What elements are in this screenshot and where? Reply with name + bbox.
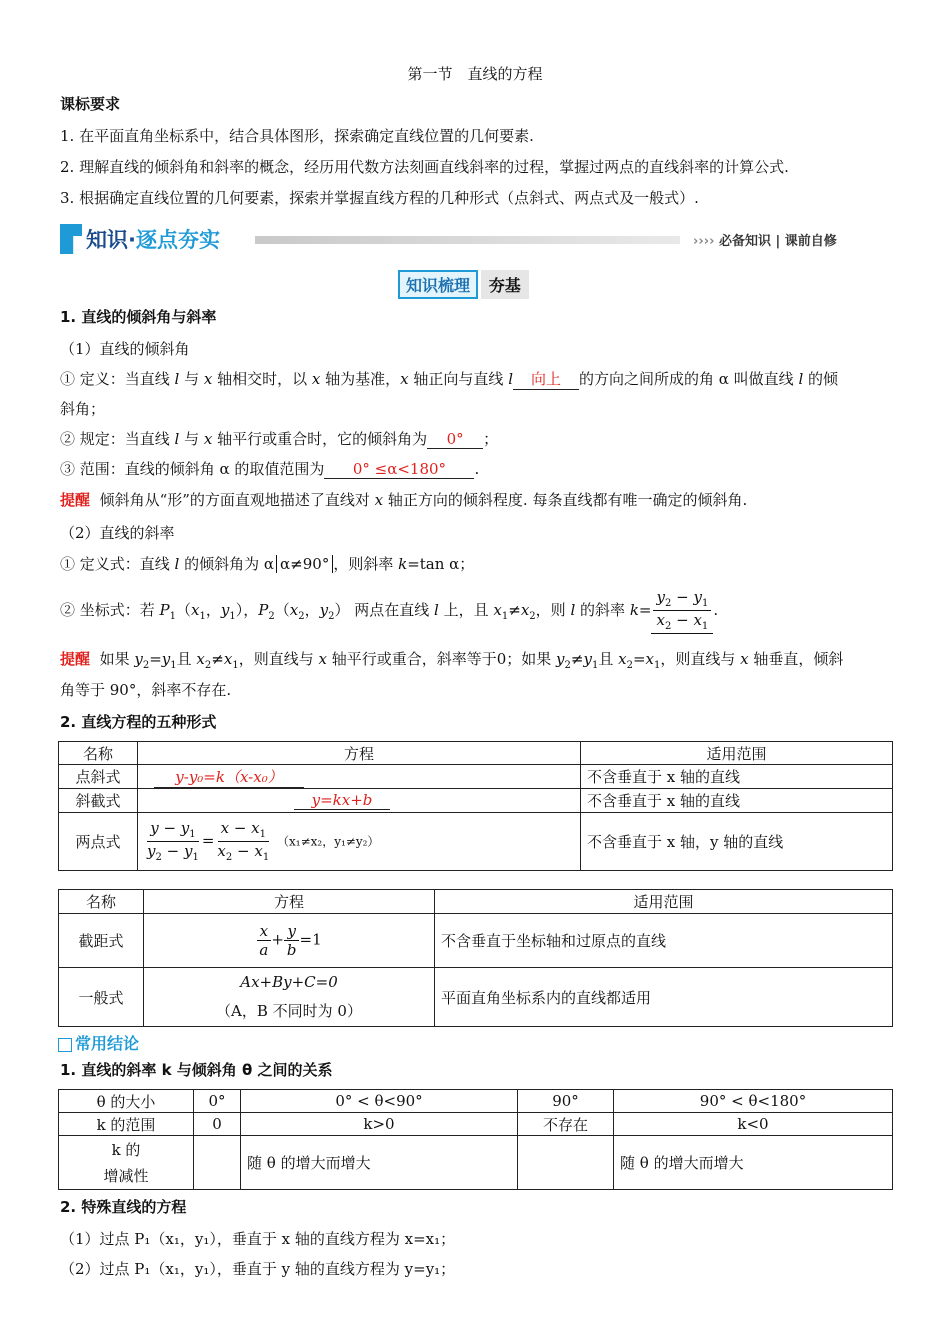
- table-row: k 的范围 0 k>0 不存在 k<0: [59, 1113, 893, 1136]
- banner-corner-icon: [60, 224, 82, 254]
- table-row: 点斜式 y-y₀=k（x-x₀） 不含垂直于 x 轴的直线: [59, 765, 893, 789]
- banner-sep: |: [775, 234, 781, 249]
- checkbox-icon: [58, 1038, 72, 1052]
- standard-item: 1. 在平面直角坐标系中，结合具体图形，探索确定直线位置的几何要素.: [60, 127, 534, 145]
- table-row: 截距式 $\frac{x}{a}$ + $\frac{y}{b}$ =1 不含垂直于坐标轴和过原点的直线: [59, 914, 893, 968]
- conclusion2-heading: 2. 特殊直线的方程: [60, 1198, 187, 1216]
- special-line-item: （2）过点 P₁（x₁，y₁），垂直于 y 轴的直线方程为 y=y₁；: [60, 1260, 456, 1278]
- sub-banner: [398, 270, 529, 298]
- sub-banner-boxed: 知识梳理: [398, 270, 478, 299]
- conclusions-heading: 常用结论: [58, 1031, 139, 1054]
- section-banner: [60, 222, 860, 258]
- table-row: k 的 增减性 随 θ 的增大而增大 随 θ 的增大而增大: [59, 1136, 893, 1190]
- two-point-formula: $\frac{y - y_1}{y_2 - y_1}$: [147, 819, 199, 863]
- slope-def-line: ① 定义式：直线 l 的倾斜角为 α α≠90° ，则斜率 k=tan α；: [60, 555, 475, 573]
- slope-angle-table: [58, 1089, 893, 1190]
- banner-title-a: 知识: [86, 228, 128, 252]
- answer-blank: y=kx+b: [294, 791, 390, 810]
- conclusion1-heading: 1. 直线的斜率 k 与倾斜角 θ 之间的关系: [60, 1061, 333, 1079]
- s1-sub1: （1）直线的倾斜角: [60, 340, 190, 358]
- sub-banner-plain: 夯基: [481, 270, 529, 299]
- answer-blank: 0°: [427, 430, 483, 449]
- table-row: θ 的大小 0° 0° < θ<90° 90° 90° < θ<180°: [59, 1090, 893, 1113]
- table-row: 斜截式 y=kx+b 不含垂直于 x 轴的直线: [59, 789, 893, 813]
- banner-bar: [255, 236, 680, 244]
- angle-condition: α≠90°: [276, 555, 333, 573]
- s1-sub2: （2）直线的斜率: [60, 524, 175, 542]
- standard-item: 3. 根据确定直线位置的几何要素，探索并掌握直线方程的几种形式（点斜式、两点式及一般式）.: [60, 189, 699, 207]
- tip-label: 提醒: [60, 650, 91, 668]
- table-row: 两点式 $\frac{y - y_1}{y_2 - y_1}$ = $\frac{x - x_1}{x_2 - x_1}$ （x₁≠x₂，y₁≠y₂） 不含垂直于 x 轴，y 轴的直线: [59, 813, 893, 871]
- table-row: 一般式 Ax+By+C=0 （A，B 不同时为 0） 平面直角坐标系内的直线都适用: [59, 968, 893, 1027]
- section2-heading: 2. 直线方程的五种形式: [60, 713, 217, 731]
- def-line-cont: 斜角；: [60, 400, 106, 418]
- slope-formula: $\frac{y_2 - y_1}{x_2 - x_1}$: [651, 588, 713, 634]
- rule-line: ② 规定：当直线 l 与 x 轴平行或重合时，它的倾斜角为 0° ；: [60, 430, 499, 448]
- banner-arrows-icon: ››››: [693, 234, 715, 249]
- slope-coord-line: ② 坐标式：若 $P_1(x_1$，$y_1$），$P_2(x_2$，$y_2$） 两点在直线 l 上，且 $x_1\ne x_2$，则 l 的斜率 k= $\frac{y_2 - y_1}{x_2 - x_1}$ .: [60, 588, 719, 632]
- banner-right-a: 必备知识: [718, 234, 771, 249]
- standard-item: 2. 理解直线的倾斜角和斜率的概念，经历用代数方法刻画直线斜率的过程，掌握过两点的直线斜率的计算公式.: [60, 158, 789, 176]
- answer-blank: 向上: [513, 368, 579, 390]
- banner-title-b: 逐点夯实: [135, 228, 220, 252]
- forms-table-2: 名称 方程 适用范围 截距式 $\frac{x}{a}$ + $\frac{y}{b}$ =1 不含垂直于坐标轴和过原点的直线 一般式 Ax+By+C=0 （A，B 不同时为 0） 平面直角坐标系内的直线都适用: [58, 889, 893, 1027]
- banner-right-b: 课前自修: [784, 234, 837, 249]
- page-title: 第一节 直线的方程: [407, 65, 543, 83]
- tip-label: 提醒: [60, 491, 91, 509]
- tip2-cont: 角等于 90°，斜率不存在.: [60, 681, 232, 699]
- special-line-item: （1）过点 P₁（x₁，y₁），垂直于 x 轴的直线方程为 x=x₁；: [60, 1230, 456, 1248]
- tip1: 提醒 倾斜角从“形”的方面直观地描述了直线对 x 轴正方向的倾斜程度. 每条直线都有唯一确定的倾斜角.: [60, 491, 748, 509]
- range-line: ③ 范围：直线的倾斜角 α 的取值范围为 0° ≤α<180° .: [60, 460, 480, 478]
- forms-table-1: 名称 方程 适用范围 点斜式 y-y₀=k（x-x₀） 不含垂直于 x 轴的直线 斜截式 y=kx+b 不含垂直于 x 轴的直线 两点式 $\frac{y - y_1}{y_2 - y_1}$ = $\frac{x - x_1}{x_2 - x_1}$ （x₁≠x₂，y₁≠y₂） 不含垂直于 x 轴，y 轴的直线: [58, 741, 893, 871]
- banner-dot: ·: [128, 228, 136, 252]
- section1-heading: 1. 直线的倾斜角与斜率: [60, 308, 217, 326]
- answer-blank: 0° ≤α<180°: [324, 460, 474, 479]
- def-line: ① 定义：当直线 l 与 x 轴相交时，以 x 轴为基准，x 轴正向与直线 l 向上 的方向之间所成的角 α 叫做直线 l 的倾: [60, 370, 839, 388]
- standards-heading: 课标要求: [60, 95, 121, 113]
- tip2: 提醒 如果 $y_2=y_1$且 $x_2\ne x_1$，则直线与 x 轴平行或重合，斜率等于0；如果 $y_2\ne y_1$且 $x_2=x_1$，则直线与 x 轴垂直，倾斜: [60, 650, 844, 671]
- answer-blank: y-y₀=k（x-x₀）: [154, 766, 304, 788]
- intercept-formula: $\frac{x}{a}$: [256, 922, 271, 959]
